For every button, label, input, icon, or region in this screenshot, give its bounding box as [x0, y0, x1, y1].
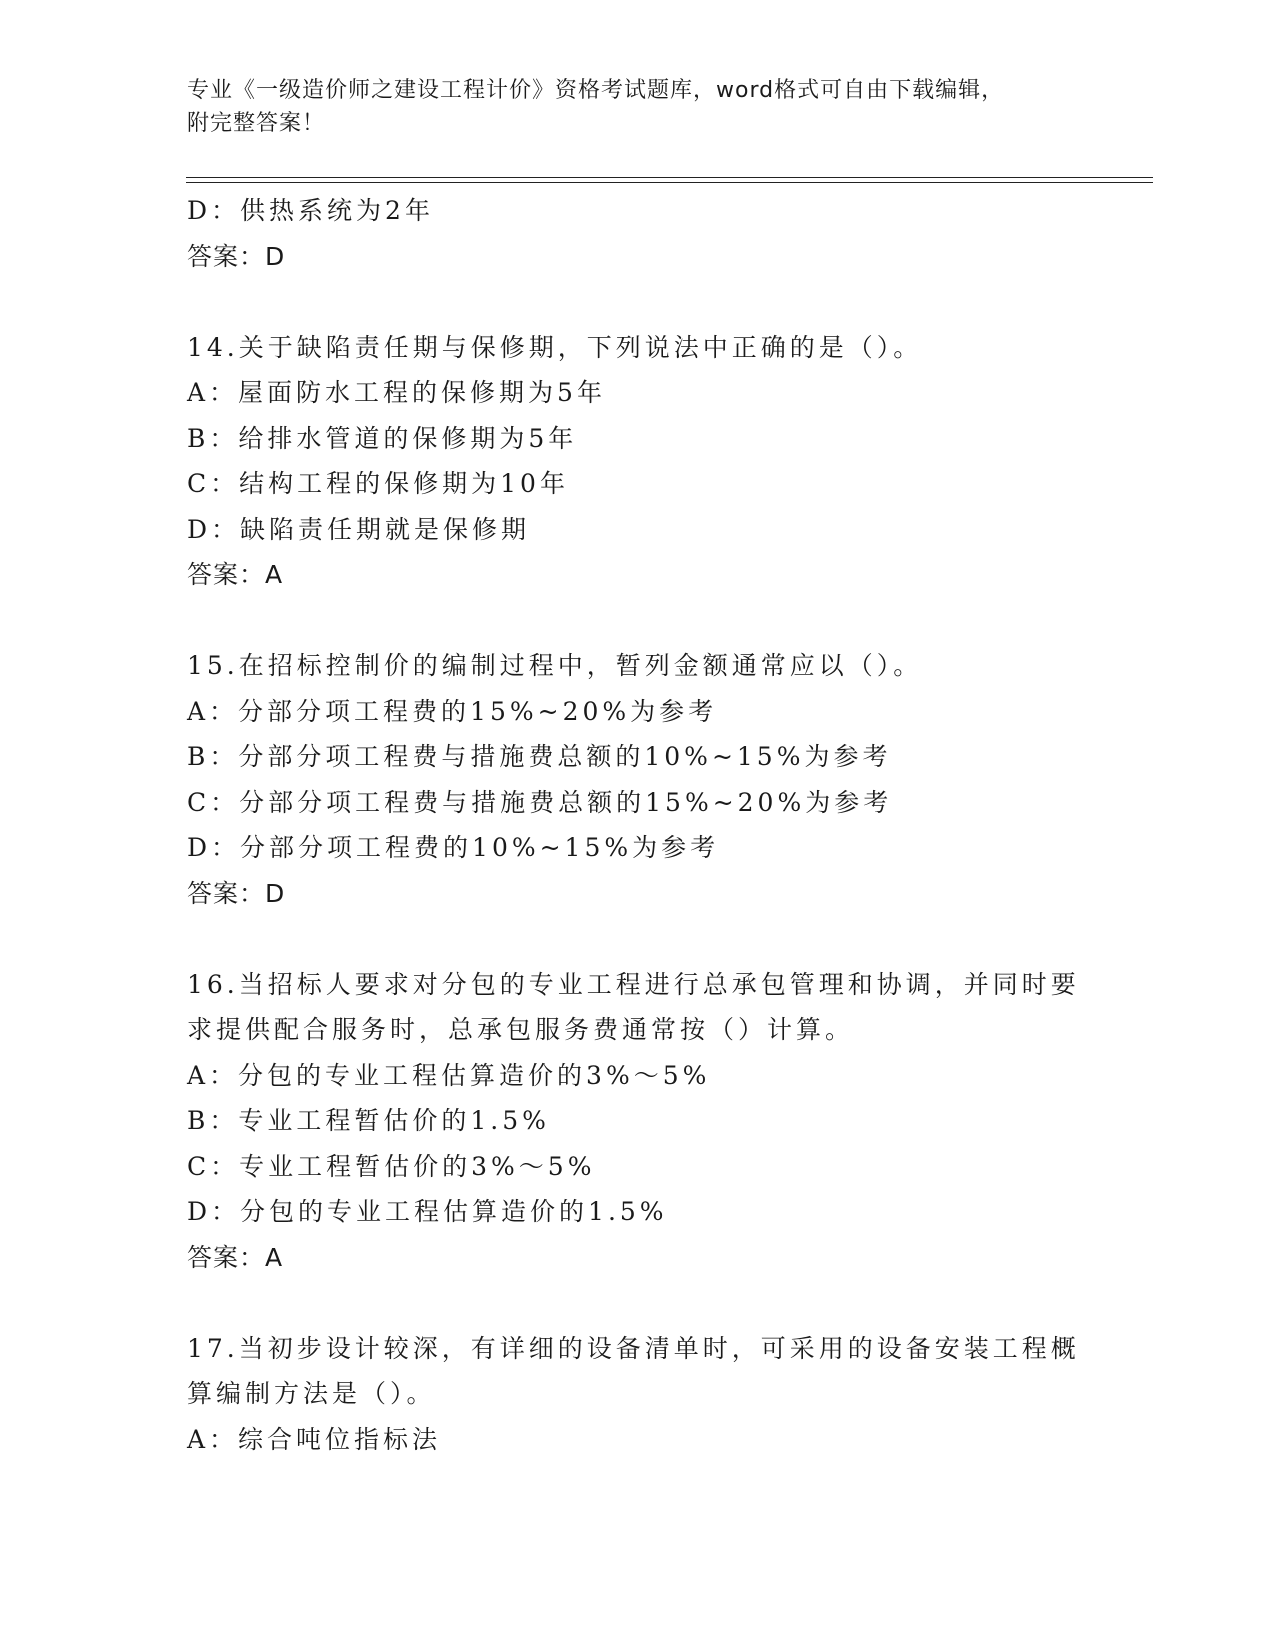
spacer — [187, 1280, 1087, 1326]
question-14 — [187, 325, 1087, 598]
question-17 — [187, 1326, 1087, 1463]
option-c: C：分部分项工程费与措施费总额的15%~20%为参考 — [187, 787, 893, 817]
document-header — [187, 74, 1087, 140]
option-a: A：分包的专业工程估算造价的3%～5% — [187, 1060, 711, 1090]
spacer — [187, 598, 1087, 644]
question-stem-line-2: 求提供配合服务时，总承包服务费通常按（）计算。 — [187, 1015, 855, 1044]
option-c: C：结构工程的保修期为10年 — [187, 469, 569, 498]
question-16 — [187, 962, 1087, 1281]
question-stem-line-2: 算编制方法是（）。 — [187, 1379, 436, 1408]
spacer — [187, 916, 1087, 962]
option-a: A：屋面防水工程的保修期为5年 — [187, 378, 606, 407]
option-b: B：给排水管道的保修期为5年 — [187, 423, 578, 453]
answer: 答案：D — [187, 241, 286, 271]
option-d: D：缺陷责任期就是保修期 — [187, 514, 531, 544]
option-c: C：专业工程暂估价的3%～5% — [187, 1151, 596, 1181]
option-d: D：分部分项工程费的10%~15%为参考 — [187, 833, 720, 862]
question-13-tail — [187, 188, 1087, 279]
header-divider-bottom — [186, 182, 1153, 183]
option-d: D：供热系统为2年 — [187, 196, 434, 225]
option-a: A：分部分项工程费的15%~20%为参考 — [187, 696, 718, 726]
question-stem-line-1: 16.当招标人要求对分包的专业工程进行总承包管理和协调，并同时要 — [187, 969, 1080, 999]
spacer — [187, 279, 1087, 325]
answer: 答案：D — [187, 878, 286, 908]
question-list — [187, 188, 1087, 1462]
answer: 答案：A — [187, 1242, 284, 1272]
header-divider-top — [186, 177, 1153, 178]
header-line-2: 附完整答案！ — [187, 111, 326, 136]
option-b: B：分部分项工程费与措施费总额的10%~15%为参考 — [187, 742, 892, 771]
option-b: B：专业工程暂估价的1.5% — [187, 1106, 550, 1135]
header-line-1: 专业《一级造价师之建设工程计价》资格考试题库，word格式可自由下载编辑， — [187, 78, 1005, 103]
option-d: D：分包的专业工程估算造价的1.5% — [187, 1197, 668, 1226]
question-15 — [187, 643, 1087, 916]
option-a: A：综合吨位指标法 — [187, 1424, 442, 1454]
question-stem: 14.关于缺陷责任期与保修期，下列说法中正确的是（）。 — [187, 332, 923, 362]
question-stem-line-1: 17.当初步设计较深，有详细的设备清单时，可采用的设备安装工程概 — [187, 1333, 1080, 1363]
answer: 答案：A — [187, 560, 284, 589]
question-stem: 15.在招标控制价的编制过程中，暂列金额通常应以（）。 — [187, 651, 923, 680]
